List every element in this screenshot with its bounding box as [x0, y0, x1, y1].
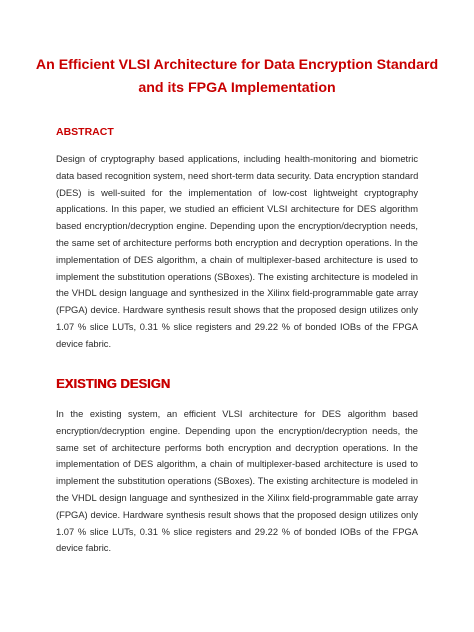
existing-design-line: encryption/decryption engine. Depending upon the encryption/decryption needs, the: [56, 425, 418, 436]
abstract-line: (FPGA) device. Hardware synthesis result shows that the proposed design utilizes only: [56, 305, 418, 316]
document-title-line-1: An Efficient VLSI Architecture for Data Encryption Standard: [35, 57, 439, 73]
document-title-line-2: and its FPGA Implementation: [138, 80, 336, 96]
existing-design-line: same set of architecture performs both encryption and decryption operations. In the: [56, 442, 418, 453]
abstract-line: implementation of DES algorithm, a chain of multiplexer-based architecture is used to: [56, 254, 418, 265]
existing-design-line: (FPGA) device. Hardware synthesis result shows that the proposed design utilizes only: [56, 509, 418, 520]
abstract-line: 1.07 % slice LUTs, 0.31 % slice registers and 29.22 % of bonded IOBs of the FPGA: [56, 321, 418, 332]
abstract-line: (DES) is well-suited for the implementation of low-cost lightweight cryptography: [56, 187, 418, 198]
abstract-line: Design of cryptography based applications, including health-monitoring and biometric: [56, 154, 418, 164]
abstract-line: device fabric.: [56, 338, 112, 349]
existing-design-line: In the existing system, an efficient VLSI architecture for DES algorithm based: [56, 409, 418, 419]
existing-design-line: 1.07 % slice LUTs, 0.31 % slice registers and 29.22 % of bonded IOBs of the FPGA: [56, 526, 418, 537]
existing-design-line: implementation of DES algorithm, a chain of multiplexer-based architecture is used to: [56, 459, 418, 470]
abstract-line: data based recognition system, need short-term data security. Data encryption standard: [56, 170, 419, 181]
abstract-heading: ABSTRACT: [56, 126, 114, 138]
abstract-line: based encryption/decryption engine. Depending upon the encryption/decryption needs,: [56, 221, 418, 232]
abstract-line: the same set of architecture performs both encryption and decryption operations. In the: [56, 237, 418, 248]
abstract-line: applications. In this paper, we studied an efficient VLSI architecture for DES algorithm: [56, 204, 418, 215]
abstract-line: implement the substitution operations (SBoxes). The existing architecture is modeled in: [56, 271, 418, 282]
existing-design-line: device fabric.: [56, 543, 112, 554]
abstract-paragraph: [56, 151, 418, 353]
abstract-line: the VHDL design language and synthesized in the Xilinx field-programmable gate array: [56, 288, 418, 299]
existing-design-paragraph: [56, 406, 418, 557]
existing-design-line: the VHDL design language and synthesized in the Xilinx field-programmable gate array: [56, 492, 418, 503]
existing-design-heading: EXISTING DESIGN: [56, 376, 171, 391]
existing-design-line: implement the substitution operations (SBoxes). The existing architecture is modeled in: [56, 476, 418, 487]
